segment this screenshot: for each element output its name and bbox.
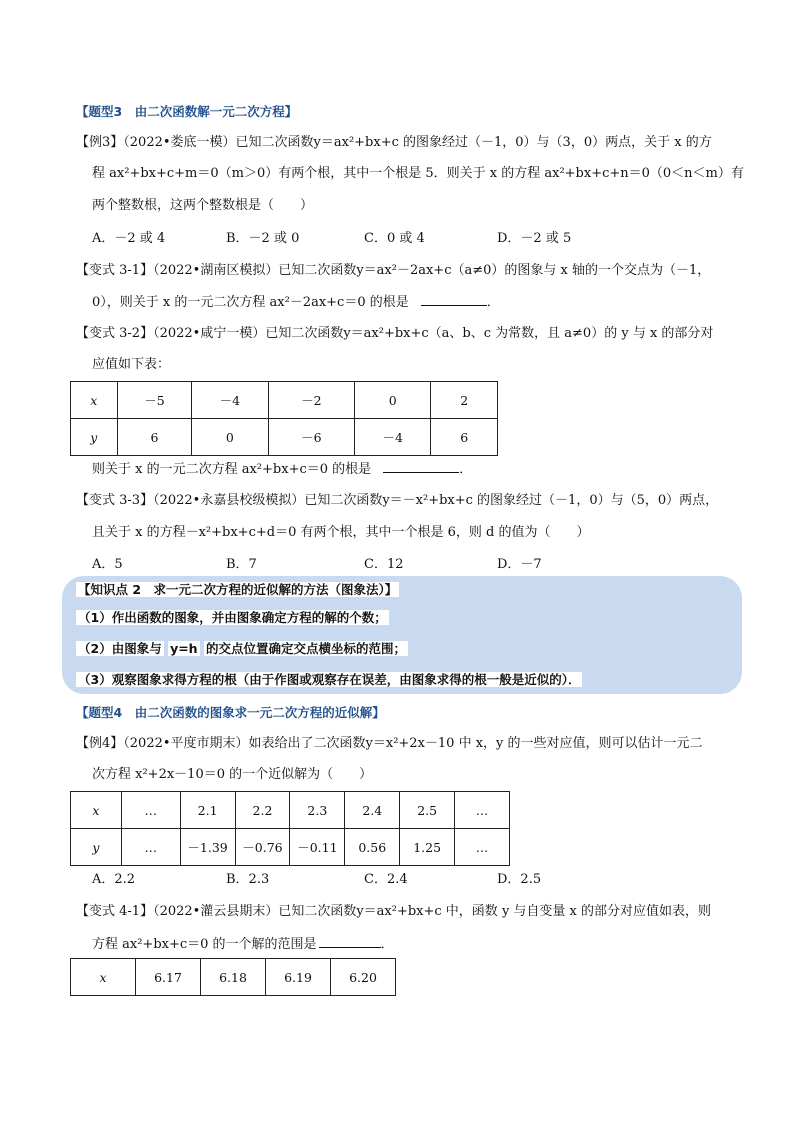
table-cell: x: [71, 959, 136, 996]
table-cell: …: [455, 829, 510, 866]
table-cell: y: [71, 419, 118, 456]
table-cell: x: [71, 382, 118, 419]
table-cell: y: [71, 829, 122, 866]
table-cell: －1.39: [180, 829, 235, 866]
section-4-heading: 【题型4 由二次函数的图象求一元二次方程的近似解】: [76, 705, 385, 720]
table-cell: －4: [192, 382, 268, 419]
table-cell: －0.11: [290, 829, 345, 866]
knowledge-item-2-text-a: （2）由图象与: [78, 641, 162, 656]
table-cell: 6.20: [331, 959, 396, 996]
knowledge-item-3-text: （3）观察图象求得方程的根（由于作图或观察存在误差，由图象求得的根一般是近似的）．: [78, 672, 581, 687]
answer-blank: [421, 293, 487, 306]
variant-3-2-line-1: 【变式 3-2】（2022•咸宁一模）已知二次函数y＝ax²+bx+c（a、b、c 为常数，且 a≠0）的 y 与 x 的部分对: [76, 326, 714, 341]
variant-3-2-line-2: 应值如下表：: [92, 357, 171, 372]
example-3-line-2: 程 ax²+bx+c+m＝0（m＞0）有两个根，其中一个根是 5．则关于 x 的方程 ax²+bx+c+n＝0（0＜n＜m）有: [92, 166, 744, 181]
table-cell: x: [71, 792, 122, 829]
variant-3-1-line-2: [92, 293, 500, 312]
knowledge-title: [76, 581, 399, 599]
table-row: [71, 419, 498, 456]
table-cell: 2: [431, 382, 498, 419]
knowledge-item-2-text-b: y=h: [170, 641, 198, 656]
table-cell: 1.25: [400, 829, 455, 866]
table-cell: 6.19: [266, 959, 331, 996]
table-cell: 0: [355, 382, 431, 419]
variant-3-3-option-d: D．－7: [497, 557, 542, 572]
table-cell: 2.2: [235, 792, 290, 829]
table-cell: －2: [268, 382, 354, 419]
variant-4-1-line-1: 【变式 4-1】（2022•灌云县期末）已知二次函数y＝ax²+bx+c 中，函数 y 与自变量 x 的部分对应值如表，则: [76, 904, 712, 919]
knowledge-title-text: 【知识点 2 求一元二次方程的近似解的方法（图象法）】: [78, 582, 398, 597]
table-cell: －0.76: [235, 829, 290, 866]
variant-3-1-line-1: 【变式 3-1】（2022•湖南区模拟）已知二次函数y＝ax²－2ax+c（a≠0）的图象与 x 轴的一个交点为（－1，: [76, 263, 711, 278]
table-cell: 6: [431, 419, 498, 456]
example-4-option-c: C．2.4: [364, 872, 408, 887]
sentence-period: ．: [380, 937, 394, 952]
table-row: [71, 792, 510, 829]
table-cell: 0.56: [345, 829, 400, 866]
table-cell: …: [121, 829, 180, 866]
table-cell: 2.3: [290, 792, 345, 829]
table-row: [71, 829, 510, 866]
variant-3-1-line-2-text: 0），则关于 x 的一元二次方程 ax²－2ax+c＝0 的根是: [92, 295, 409, 310]
variant-3-2-after-text: 则关于 x 的一元二次方程 ax²+bx+c＝0 的根是: [92, 462, 372, 477]
knowledge-item-1-text: （1）作出函数的图象，并由图象确定方程的解的个数；: [78, 610, 387, 625]
example-3-option-d: D．－2 或 5: [497, 231, 572, 246]
variant-4-1-line-2-text: 方程 ax²+bx+c＝0 的一个解的范围是: [92, 937, 317, 952]
example-3-line-1: 【例3】（2022•娄底一模）已知二次函数y＝ax²+bx+c 的图象经过（－1，0）与（3，0）两点，关于 x 的方: [76, 135, 712, 150]
sentence-period: ．: [486, 295, 500, 310]
knowledge-item-2-text-c: 的交点位置确定交点横坐标的范围；: [205, 641, 406, 656]
example-4-line-2: 次方程 x²+2x－10＝0 的一个近似解为（ ）: [92, 767, 373, 782]
section-3-heading: 【题型3 由二次函数解一元二次方程】: [76, 104, 298, 119]
example-3-option-c: C．0 或 4: [364, 231, 425, 246]
knowledge-item-3: [76, 671, 582, 689]
variant-3-3-option-b: B．7: [226, 557, 257, 572]
table-cell: …: [455, 792, 510, 829]
table-cell: －6: [268, 419, 354, 456]
table-cell: 6.18: [201, 959, 266, 996]
variant-3-2-table: [70, 381, 498, 456]
knowledge-item-1: [76, 609, 389, 627]
table-cell: 2.1: [180, 792, 235, 829]
table-cell: 6: [117, 419, 191, 456]
example-4-option-d: D．2.5: [497, 872, 542, 887]
table-cell: －5: [117, 382, 191, 419]
variant-4-1-line-2: [92, 935, 394, 954]
variant-3-3-line-1: 【变式 3-3】（2022•永嘉县校级模拟）已知二次函数y＝－x²+bx+c 的图象经过（－1，0）与（5，0）两点，: [76, 493, 719, 508]
table-cell: 2.4: [345, 792, 400, 829]
example-4-table: [70, 791, 510, 866]
table-cell: 6.17: [136, 959, 201, 996]
example-4-option-a: A．2.2: [92, 872, 136, 887]
variant-4-1-table: [70, 958, 396, 996]
table-cell: －4: [355, 419, 431, 456]
sentence-period: ．: [459, 462, 473, 477]
variant-3-3-option-c: C．12: [364, 557, 404, 572]
table-row: [71, 959, 396, 996]
table-cell: …: [121, 792, 180, 829]
table-row: [71, 382, 498, 419]
answer-blank: [383, 460, 459, 473]
answer-blank: [319, 935, 381, 948]
example-3-line-3: 两个整数根，这两个整数根是（ ）: [92, 198, 314, 213]
example-3-option-b: B．－2 或 0: [226, 231, 300, 246]
knowledge-item-2: [76, 640, 408, 658]
example-4-option-b: B．2.3: [226, 872, 270, 887]
variant-3-2-after: [92, 460, 472, 479]
table-cell: 0: [192, 419, 268, 456]
example-4-line-1: 【例4】（2022•平度市期末）如表给出了二次函数y＝x²+2x－10 中 x，y 的一些对应值，则可以估计一元二: [76, 736, 703, 751]
example-3-option-a: A．－2 或 4: [92, 231, 166, 246]
variant-3-3-line-2: 且关于 x 的方程－x²+bx+c+d＝0 有两个根，其中一个根是 6，则 d 的值为（ ）: [92, 525, 590, 540]
table-cell: 2.5: [400, 792, 455, 829]
variant-3-3-option-a: A．5: [92, 557, 123, 572]
